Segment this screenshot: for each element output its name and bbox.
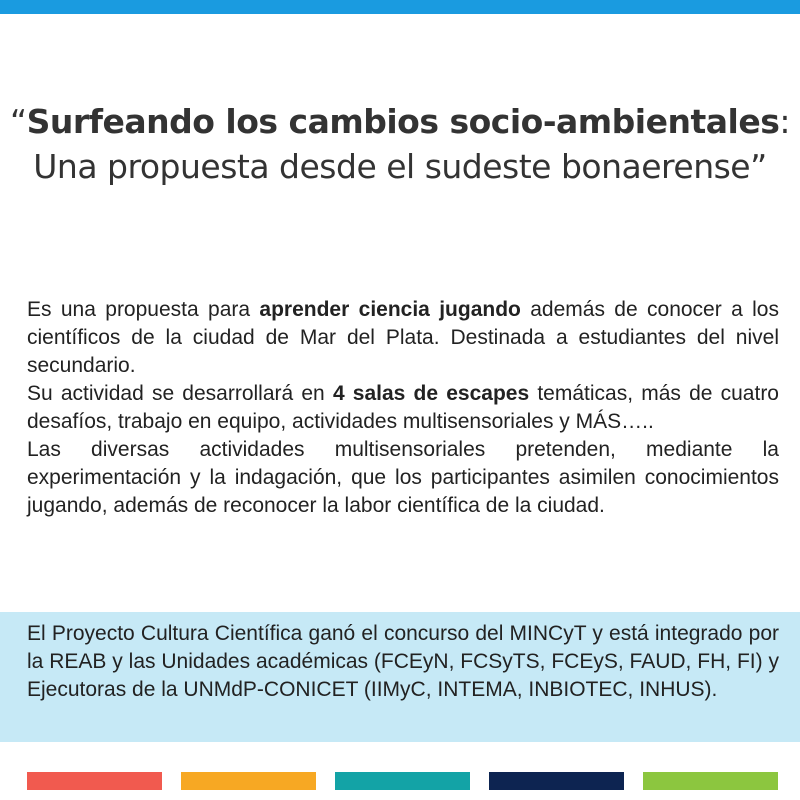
info-text — [27, 620, 779, 704]
paragraph-2 — [27, 380, 779, 436]
paragraph-1-text-c: además de conocer a los científicos de la ciudad de Mar del Plata. Destinada a estudiantes del nivel secundario. — [27, 298, 779, 377]
paragraph-3: Las diversas actividades multisensoriales pretenden, mediante la experimentación y la indagación, que los participantes asimilen conocimientos jugando, además de reconocer la labor científica de la ciudad. — [27, 438, 779, 517]
paragraph-1-emphasis: aprender ciencia jugando — [259, 298, 521, 321]
paragraph-2-text-c: temáticas, más de cuatro desafíos, trabajo en equipo, actividades multisensoriales y MÁS….. — [27, 382, 779, 433]
title-line-1 — [0, 100, 800, 144]
info-paragraph: El Proyecto Cultura Científica ganó el concurso del MINCyT y está integrado por la REAB y las Unidades académicas (FCEyN, FCSyTS, FCEyS, FAUD, FH, FI) y Ejecutoras de la UNMdP-CONICET (IIMyC, INTEMA, INBIOTEC, INHUS). — [27, 622, 779, 701]
paragraph-1-text-a: Es una propuesta para — [27, 298, 260, 321]
paragraph-1 — [27, 296, 779, 380]
page-title — [0, 100, 800, 190]
paragraph-2-emphasis: 4 salas de escapes — [332, 382, 530, 405]
stripe-green — [643, 772, 778, 790]
description-text — [27, 296, 779, 520]
top-accent-bar — [0, 0, 800, 14]
paragraph-2-text-a: Su actividad se desarrollará en — [27, 382, 333, 405]
stripe-red — [27, 772, 162, 790]
title-line-2: Una propuesta desde el sudeste bonaerense” — [33, 147, 767, 186]
title-open-quote: “ — [9, 102, 27, 141]
title-colon: : — [779, 102, 790, 141]
stripe-teal — [335, 772, 470, 790]
title-bold-text: Surfeando los cambios socio-ambientales — [26, 102, 780, 141]
stripe-orange — [181, 772, 316, 790]
stripe-navy — [489, 772, 624, 790]
